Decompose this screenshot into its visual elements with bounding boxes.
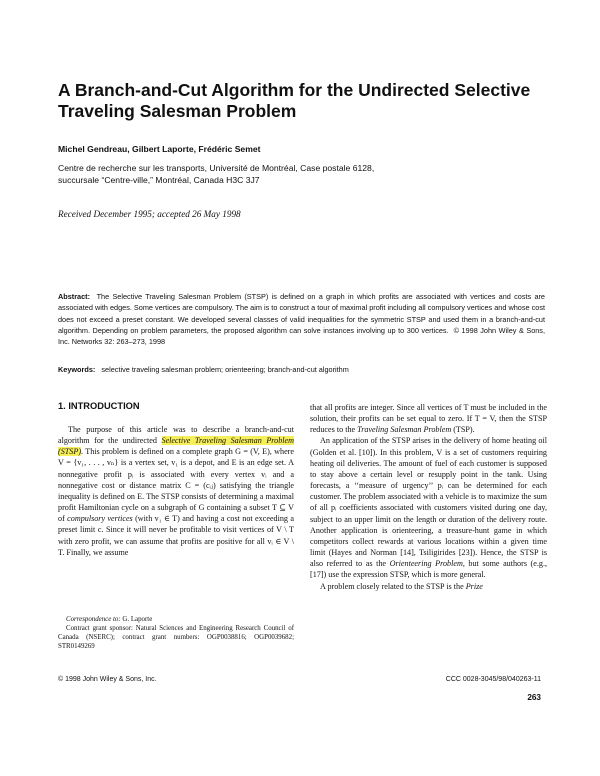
paragraph <box>310 581 547 592</box>
affiliation-line: Centre de recherche sur les transports, Université de Montréal, Case postale 6128, <box>58 163 375 173</box>
page-number: 263 <box>527 693 541 702</box>
text-run: , but some authors (e.g., [17]) use the expression STSP, which is more general. <box>310 559 548 580</box>
paper-title: A Branch-and-Cut Algorithm for the Undirected Selective Traveling Salesman Problem <box>58 80 531 121</box>
author-list: Michel Gendreau, Gilbert Laporte, Frédéric Semet <box>58 144 261 154</box>
text-run: Prize <box>465 581 483 591</box>
abstract <box>58 291 545 348</box>
text-run: A problem closely related to the STSP is the <box>320 581 466 591</box>
paragraph <box>58 424 294 558</box>
abstract-copyright: © 1998 John Wiley & Sons, Inc. Networks 32: 263–273, 1998 <box>58 326 545 347</box>
correspondence-note <box>58 616 294 625</box>
text-run: The purpose of this article was to describe a branch-and-cut algorithm for the undirected <box>58 425 294 446</box>
footnote <box>58 616 294 652</box>
affiliation <box>58 162 578 186</box>
keywords-text: selective traveling salesman problem; orienteering; branch-and-cut algorithm <box>101 365 349 374</box>
grant-note: Contract grant sponsor: Natural Sciences and Engineering Research Council of Canada (NSERC); contract grant numbers: OGP0038816; OGP0039682; STR0149269 <box>58 624 294 650</box>
text-run: An application of the STSP arises in the delivery of home heating oil (Golden et al. [10]). In this problem, V is a set of customers requiring heating oil deliveries. The amount of fuel of each customer is supposed to stay above a certain level or resupply point in the tank. Using forecasts, a ‘‘measure of urgency’’ pᵢ can be determined for each customer. The problem associated with a vehicle is to maximize the sum of all pᵢ coefficients associated with customers visited during one day, subject to an upper limit on the length or duration of the delivery route. Another application is orienteering, a treasure-hunt game in which competitors collect rewards at various locations within a given time limit (Hayes and Norman [14], Tsiligirides [23]). Hence, the STSP is also referred to as the <box>310 436 547 569</box>
received-date: Received December 1995; accepted 26 May 1998 <box>58 209 241 219</box>
text-run: Orienteering Problem <box>389 559 463 569</box>
section-heading: 1. INTRODUCTION <box>58 401 140 411</box>
text-run: Correspondence to: <box>66 616 121 623</box>
keywords-label: Keywords: <box>58 365 96 374</box>
text-run: Selective Traveling Salesman Problem (STSP) <box>58 436 294 457</box>
keywords <box>58 365 548 374</box>
footer-ccc-code: CCC 0028-3045/98/040263-11 <box>445 676 541 683</box>
text-run: compulsory vertices <box>67 514 133 524</box>
right-column <box>310 402 547 592</box>
affiliation-line: succursale “Centre-ville,” Montréal, Canada H3C 3J7 <box>58 175 260 185</box>
text-run: . This problem is defined on a complete graph G = (V, E), where V = {v₁, . . . , vₙ} is a vertex set, v₁ is a depot, and E is an edge set. A nonnegative profit pᵢ is associated with every vertex vᵢ and a nonnegative cost or distance matrix C = (cᵢⱼ) satisfying the triangle inequality is defined on E. The STSP consists of determining a maximal profit Hamiltonian cycle on a subgraph of G containing a subset T ⊆ V of <box>58 447 294 524</box>
footer-copyright: © 1998 John Wiley & Sons, Inc. <box>58 676 157 683</box>
text-run: (with v₁ ∈ T) and having a cost not exceeding a preset limit c. Since it will never be profitable to visit vertices of V \ T with zero profit, we can assume that profits are positive for all vᵢ ∈ V \ T. Finally, we assume <box>58 514 294 557</box>
text-run: Traveling Salesman Problem <box>357 425 452 435</box>
paragraph <box>310 402 547 435</box>
abstract-text: The Selective Traveling Salesman Problem (STSP) is defined on a graph in which profits are associated with vertices and costs are associated with edges. Some vertices are compulsory. The aim is to construct a tour of maximal profit including all compulsory vertices and whose cost does not exceed a preset constant. We developed several classes of valid inequalities for the symmetric STSP and used them in a branch-and-cut algorithm. Depending on problem parameters, the proposed algorithm can solve instances involving up to 300 vertices. <box>58 292 545 336</box>
text-run: (TSP). <box>451 425 475 435</box>
text-run: G. Laporte <box>122 616 153 623</box>
left-column <box>58 424 294 558</box>
abstract-label: Abstract: <box>58 292 91 301</box>
paragraph <box>310 435 547 580</box>
text-run: that all profits are integer. Since all vertices of T must be included in the solution, their profits can be set equal to zero. If T = V, then the STSP reduces to the <box>310 403 547 435</box>
